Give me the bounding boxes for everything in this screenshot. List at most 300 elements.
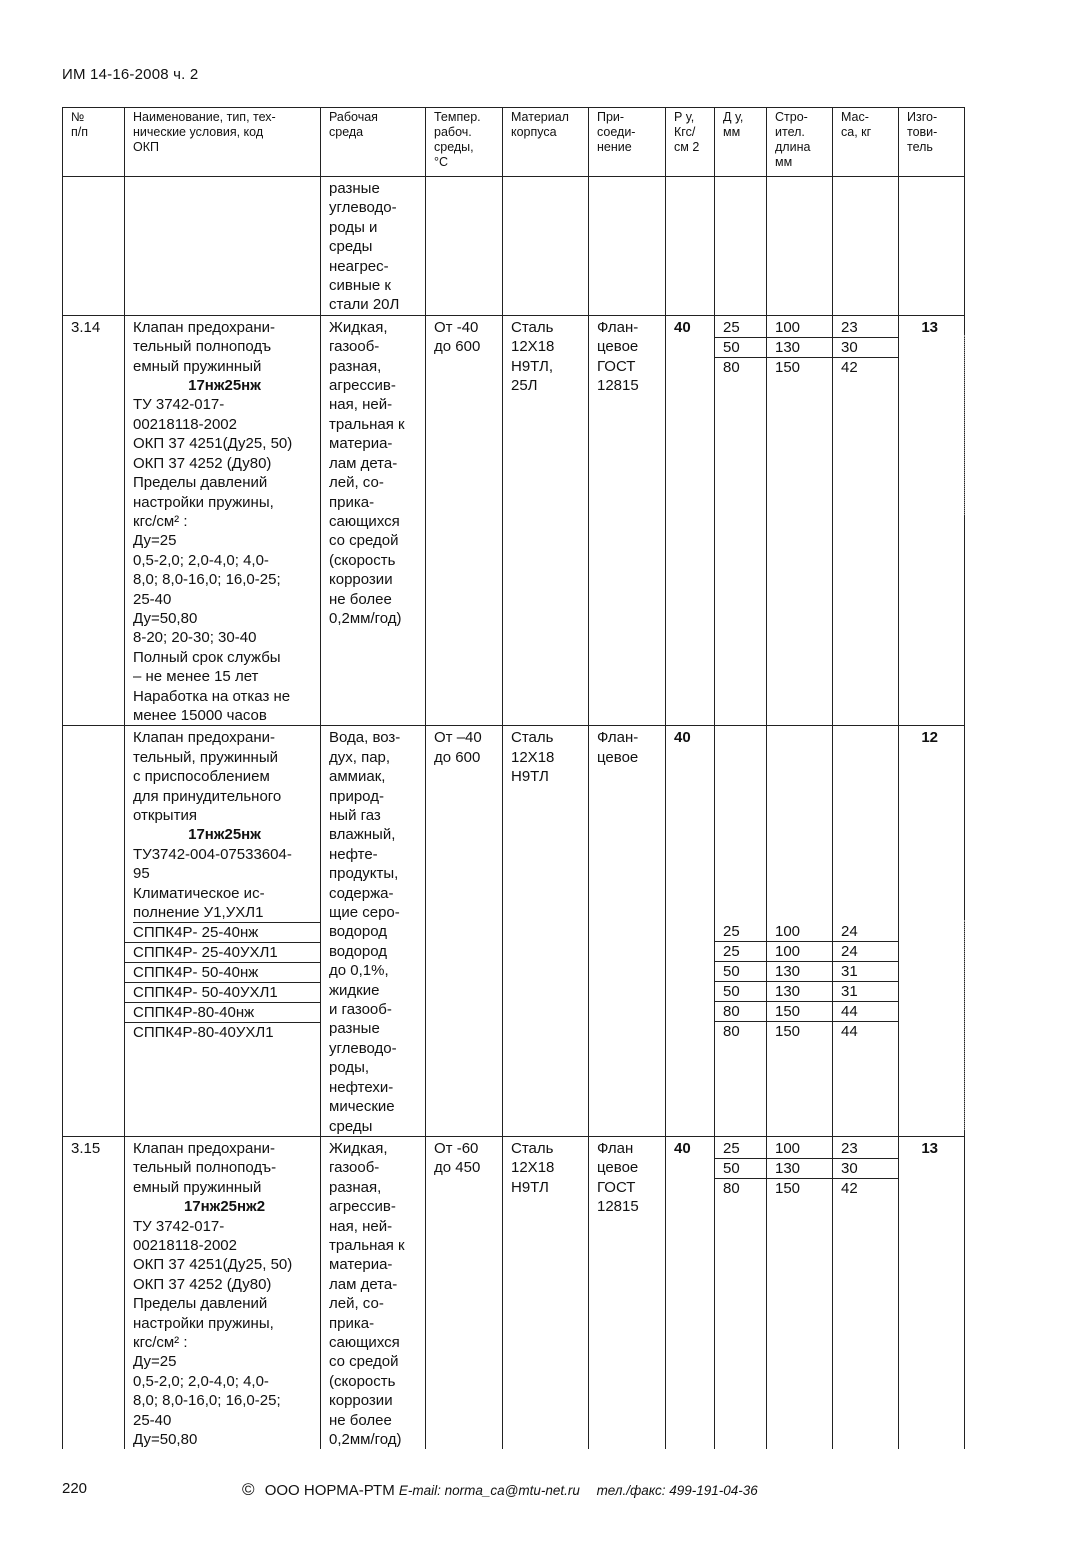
medium-line: не более: [329, 1411, 392, 1429]
desc-line: Полный срок службы: [133, 648, 281, 666]
medium-line: Жидкая,: [329, 1139, 388, 1157]
column-header-line: Р у,: [674, 110, 695, 124]
body-material: [503, 1136, 589, 1449]
spacer: [775, 903, 828, 922]
working-medium: [321, 315, 426, 726]
column-header-line: Материал: [511, 110, 569, 124]
medium-line: лей, со-: [329, 1295, 384, 1313]
medium-line: коррозии: [329, 571, 393, 589]
desc-line: 17нж25нж: [188, 377, 261, 395]
medium-line: сивные к: [329, 277, 391, 295]
temperature-line: От -40: [434, 318, 479, 336]
connection-line: Флан: [597, 1139, 634, 1157]
nominal-diameter-value: 50: [715, 962, 766, 982]
medium-line: водород: [329, 942, 388, 960]
mass: [833, 315, 899, 726]
medium-line: прика-: [329, 1314, 375, 1332]
spacer: [841, 767, 894, 786]
medium-line: нефтехи-: [329, 1078, 394, 1096]
mass-value: 42: [841, 1179, 858, 1197]
medium-line: не более: [329, 590, 392, 608]
face-length-value: 100: [767, 922, 832, 942]
medium-line: разная,: [329, 1178, 382, 1196]
desc-line: емный пружинный: [133, 357, 262, 375]
desc-line: 8,0; 8,0-16,0; 16,0-25;: [133, 571, 281, 589]
model-list: [133, 923, 316, 1042]
spacer: [723, 728, 762, 747]
medium-line: лей, со-: [329, 474, 384, 492]
column-header: [833, 108, 899, 177]
column-header-line: нение: [597, 140, 632, 154]
medium-line: сающихся: [329, 512, 400, 530]
desc-line: ОКП 37 4252 (Ду80): [133, 454, 272, 472]
material-line: Сталь: [511, 729, 554, 747]
desc-line: ОКП 37 4251(Ду25, 50): [133, 1256, 293, 1274]
face-length-value: 150: [775, 1179, 801, 1197]
desc-line: 17нж25нж: [188, 826, 261, 844]
temperature: [426, 315, 503, 726]
desc-line: 17нж25нж2: [183, 1198, 266, 1216]
medium-line: дух, пар,: [329, 748, 391, 766]
spacer: [775, 825, 828, 844]
manufacturer-code: 13: [899, 1136, 965, 1449]
spacer: [841, 787, 894, 806]
desc-line: кгс/см² :: [133, 512, 188, 530]
desc-line: Клапан предохрани-: [133, 318, 275, 336]
mass-value: 31: [833, 962, 898, 982]
spacer: [723, 748, 762, 767]
face-length-value: 150: [775, 1023, 801, 1041]
medium-line: коррозии: [329, 1392, 393, 1410]
desc-line: ОКП 37 4251(Ду25, 50): [133, 435, 293, 453]
column-header-line: среда: [329, 125, 364, 139]
table-cell: [503, 177, 589, 316]
column-header-line: Д у,: [723, 110, 744, 124]
temperature: [426, 726, 503, 1137]
column-header-line: ОКП: [133, 140, 159, 154]
medium-line: среды: [329, 1117, 373, 1135]
column-header-line: °С: [434, 155, 449, 169]
table-cell: [125, 177, 321, 316]
document-id: ИМ 14-16-2008 ч. 2: [62, 66, 199, 83]
medium-line: агрессив-: [329, 1198, 396, 1216]
medium-line: газооб-: [329, 338, 380, 356]
desc-line: Климатическое ис-: [133, 884, 265, 902]
table-cell: [589, 177, 666, 316]
footer-credits: [242, 1480, 758, 1500]
item-number: 3.15: [63, 1136, 125, 1449]
medium-line: со средой: [329, 532, 399, 550]
medium-line: и газооб-: [329, 1001, 392, 1019]
column-header-line: Изго-: [907, 110, 938, 124]
connection-line: цевое: [597, 338, 639, 356]
mass-value: 44: [841, 1023, 858, 1041]
medium-line: (скорость: [329, 1372, 396, 1390]
nominal-pressure: 40: [666, 726, 715, 1137]
table-cell: [833, 177, 899, 316]
column-header: [63, 108, 125, 177]
mass-value: 44: [833, 1002, 898, 1022]
desc-line: с приспособлением: [133, 768, 270, 786]
desc-line: ТУ 3742-017-: [133, 1217, 225, 1235]
column-header-line: тель: [907, 140, 933, 154]
face-length-value: 100: [767, 318, 832, 338]
column-header-line: При-: [597, 110, 625, 124]
face-length-value: 150: [775, 358, 801, 376]
column-header-line: среды,: [434, 140, 474, 154]
column-header: [426, 108, 503, 177]
desc-line: 00218118-2002: [133, 415, 237, 433]
face-length-value: 100: [767, 942, 832, 962]
table-cell: [666, 177, 715, 316]
spacer: [841, 748, 894, 767]
spacer: [723, 845, 762, 864]
medium-line: прика-: [329, 493, 375, 511]
material-line: 12Х18: [511, 338, 555, 356]
mass-value: 30: [833, 1159, 898, 1179]
table-cell: [715, 177, 767, 316]
nominal-diameter-value: 25: [715, 318, 766, 338]
connection-line: ГОСТ: [597, 1178, 636, 1196]
desc-line: 8,0; 8,0-16,0; 16,0-25;: [133, 1392, 281, 1410]
footer-org: ООО НОРМА-РТМ: [264, 1482, 395, 1499]
table-row: [63, 1136, 965, 1449]
face-length: [767, 315, 833, 726]
model-designation: СППК4Р-80-40УХЛ1: [133, 1024, 274, 1042]
medium-line: тральная к: [329, 1236, 405, 1254]
table-row: [63, 726, 965, 1137]
mass-value: 24: [833, 942, 898, 962]
medium-line: Жидкая,: [329, 318, 388, 336]
medium-line: 0,2мм/год): [329, 609, 402, 627]
continuation-row: [63, 177, 965, 316]
material-line: 25Л: [511, 377, 538, 395]
medium-line: до 0,1%,: [329, 962, 389, 980]
model-designation: СППК4Р- 25-40нж: [125, 923, 320, 943]
manufacturer-code: 13: [899, 315, 965, 726]
desc-line: Наработка на отказ не: [133, 687, 291, 705]
medium-line: роды,: [329, 1059, 370, 1077]
medium-line: газооб-: [329, 1159, 380, 1177]
spacer: [723, 806, 762, 825]
desc-line: Ду=25: [133, 1353, 177, 1371]
spacer: [723, 825, 762, 844]
spacer: [841, 884, 894, 903]
column-header-line: Темпер.: [434, 110, 481, 124]
column-header-line: см 2: [674, 140, 700, 154]
column-header: [899, 108, 965, 177]
spacer: [775, 767, 828, 786]
mass-value: 24: [833, 922, 898, 942]
medium-line: ный газ: [329, 807, 381, 824]
column-header-line: рабоч.: [434, 125, 472, 139]
medium-line: щие серо-: [329, 904, 400, 922]
desc-line: 0,5-2,0; 2,0-4,0; 4,0-: [133, 551, 269, 569]
material-line: Н9ТЛ: [511, 768, 549, 786]
medium-line: углеводо-: [329, 199, 397, 217]
medium-line: роды и: [329, 218, 378, 236]
column-header-line: Рабочая: [329, 110, 378, 124]
temperature-line: От -60: [434, 1139, 479, 1157]
mass-value: 30: [833, 338, 898, 358]
nominal-pressure: 40: [666, 315, 715, 726]
medium-line: мические: [329, 1098, 395, 1116]
spacer: [775, 845, 828, 864]
desc-line: Ду=50,80: [133, 1431, 198, 1448]
desc-line: Клапан предохрани-: [133, 1139, 275, 1157]
desc-line: 25-40: [133, 590, 172, 608]
desc-line: тельный, пружинный: [133, 748, 278, 766]
connection-line: цевое: [597, 748, 639, 766]
face-length-value: 130: [767, 338, 832, 358]
connection-line: Флан-: [597, 318, 639, 336]
spacer: [775, 884, 828, 903]
nominal-diameter-value: 50: [715, 1159, 766, 1179]
desc-line: Клапан предохрани-: [133, 729, 275, 747]
spacer: [841, 845, 894, 864]
medium-line: материа-: [329, 1256, 393, 1274]
temperature: [426, 1136, 503, 1449]
item-number: 3.14: [63, 315, 125, 726]
table-cell: [767, 177, 833, 316]
desc-line: настройки пружины,: [133, 493, 274, 511]
medium-line: со средой: [329, 1353, 399, 1371]
connection-type: [589, 315, 666, 726]
medium-line: разные: [329, 180, 380, 197]
medium-line: разные: [329, 1020, 380, 1038]
connection-line: цевое: [597, 1159, 639, 1177]
column-header: [767, 108, 833, 177]
spacer: [841, 825, 894, 844]
nominal-diameter: [715, 315, 767, 726]
nominal-diameter-value: 25: [715, 942, 766, 962]
table-header-row: [63, 108, 965, 177]
desc-line: менее 15000 часов: [133, 706, 267, 724]
material-line: 12Х18: [511, 1159, 555, 1177]
medium-line: агрессив-: [329, 377, 396, 395]
nominal-diameter: [715, 1136, 767, 1449]
face-length-value: 150: [767, 1002, 832, 1022]
working-medium: [321, 1136, 426, 1449]
column-header: [715, 108, 767, 177]
desc-line: 00218118-2002: [133, 1236, 237, 1254]
connection-type: [589, 726, 666, 1137]
mass: [833, 1136, 899, 1449]
spacer: [775, 748, 828, 767]
spacer: [775, 787, 828, 806]
desc-line: 0,5-2,0; 2,0-4,0; 4,0-: [133, 1372, 269, 1390]
table-cell: [426, 177, 503, 316]
medium-line: продукты,: [329, 865, 399, 883]
column-header: [125, 108, 321, 177]
spacer: [841, 806, 894, 825]
medium-line: влажный,: [329, 826, 396, 844]
connection-line: ГОСТ: [597, 357, 636, 375]
column-header: [321, 108, 426, 177]
desc-line: Пределы давлений: [133, 1295, 268, 1313]
nominal-diameter-value: 25: [715, 1139, 766, 1159]
medium-line: (скорость: [329, 551, 396, 569]
model-designation: СППК4Р- 25-40УХЛ1: [125, 943, 320, 963]
medium-line: разная,: [329, 357, 382, 375]
item-description: [125, 315, 321, 726]
desc-line: ОКП 37 4252 (Ду80): [133, 1275, 272, 1293]
desc-line: кгс/см² :: [133, 1333, 188, 1351]
medium-line: среды: [329, 238, 373, 256]
margin-mark: [964, 335, 965, 515]
page-number: 220: [62, 1480, 88, 1497]
medium-line: ная, ней-: [329, 1217, 393, 1235]
model-designation: СППК4Р- 50-40УХЛ1: [125, 983, 320, 1003]
connection-line: 12815: [597, 1198, 639, 1216]
face-length-value: 130: [767, 1159, 832, 1179]
column-header-line: п/п: [71, 125, 89, 139]
desc-line: полнение У1,УХЛ1: [133, 903, 320, 923]
body-material: [503, 315, 589, 726]
connection-type: [589, 1136, 666, 1449]
desc-line: ТУ3742-004-07533604-: [133, 845, 292, 863]
temperature-line: до 600: [434, 748, 481, 766]
item-number: [63, 726, 125, 1137]
temperature-line: От –40: [434, 729, 482, 747]
column-header-line: корпуса: [511, 125, 557, 139]
spacer: [775, 864, 828, 883]
desc-line: емный пружинный: [133, 1178, 262, 1196]
face-length-value: 100: [767, 1139, 832, 1159]
nominal-diameter: [715, 726, 767, 1137]
desc-line: Пределы давлений: [133, 474, 268, 492]
medium-line: стали 20Л: [329, 296, 400, 314]
desc-line: ТУ 3742-017-: [133, 396, 225, 414]
mass-value: 23: [833, 1139, 898, 1159]
medium-line: ная, ней-: [329, 396, 393, 414]
column-header-line: ител.: [775, 125, 805, 139]
medium-line: тральная к: [329, 415, 405, 433]
material-line: Сталь: [511, 318, 554, 336]
desc-line: – не менее 15 лет: [133, 668, 259, 686]
nominal-diameter-value: 80: [723, 1023, 740, 1041]
manufacturer-code: 12: [899, 726, 965, 1137]
table-cell: [321, 177, 426, 316]
medium-line: лам дета-: [329, 1275, 398, 1293]
desc-line: 8-20; 20-30; 30-40: [133, 629, 257, 647]
medium-line: материа-: [329, 435, 393, 453]
desc-line: Ду=25: [133, 532, 177, 550]
mass-value: 31: [833, 982, 898, 1002]
medium-line: аммиак,: [329, 768, 386, 786]
mass: [833, 726, 899, 1137]
medium-line: 0,2мм/год): [329, 1431, 402, 1448]
column-header-line: №: [71, 110, 85, 124]
spacer: [841, 728, 894, 747]
desc-line: тельный полноподъ-: [133, 1159, 277, 1177]
medium-line: водород: [329, 923, 388, 941]
material-line: 12Х18: [511, 748, 555, 766]
column-header-line: длина: [775, 140, 811, 154]
copyright-icon: ©: [242, 1480, 255, 1499]
column-header-line: Наименование, тип, тех-: [133, 110, 276, 124]
column-header: [666, 108, 715, 177]
temperature-line: до 600: [434, 338, 481, 356]
medium-line: лам дета-: [329, 454, 398, 472]
material-line: Н9ТЛ,: [511, 357, 554, 375]
medium-line: Вода, воз-: [329, 729, 401, 747]
table-cell: [63, 177, 125, 316]
nominal-pressure: 40: [666, 1136, 715, 1449]
table-cell: [899, 177, 965, 316]
material-line: Сталь: [511, 1139, 554, 1157]
spacer: [841, 903, 894, 922]
medium-line: нефте-: [329, 845, 378, 863]
column-header-line: мм: [775, 155, 793, 169]
desc-line: тельный полноподъ: [133, 338, 272, 356]
column-header: [589, 108, 666, 177]
footer-email: E-mail: norma_ca@mtu-net.ru: [398, 1483, 580, 1498]
desc-line: 95: [133, 865, 150, 883]
connection-line: 12815: [597, 377, 639, 395]
mass-value: 23: [833, 318, 898, 338]
face-length: [767, 726, 833, 1137]
medium-line: жидкие: [329, 981, 380, 999]
desc-line: для принудительного: [133, 787, 282, 805]
desc-line: 25-40: [133, 1411, 172, 1429]
face-length: [767, 1136, 833, 1449]
nominal-diameter-value: 50: [715, 338, 766, 358]
nominal-diameter-value: 25: [715, 922, 766, 942]
nominal-diameter-value: 80: [723, 1179, 740, 1197]
connection-line: Флан-: [597, 729, 639, 747]
spacer: [723, 864, 762, 883]
face-length-value: 130: [767, 982, 832, 1002]
valve-spec-table: [62, 107, 965, 1449]
mass-value: 42: [841, 358, 858, 376]
footer-phone: тел./факс: 499-191-04-36: [596, 1483, 758, 1498]
spacer: [723, 767, 762, 786]
medium-line: природ-: [329, 787, 384, 805]
column-header-line: са, кг: [841, 125, 872, 139]
item-description: [125, 726, 321, 1137]
column-header-line: соеди-: [597, 125, 636, 139]
medium-line: неагрес-: [329, 257, 389, 275]
temperature-line: до 450: [434, 1159, 481, 1177]
desc-line: настройки пружины,: [133, 1314, 274, 1332]
nominal-diameter-value: 80: [723, 358, 740, 376]
face-length-value: 130: [767, 962, 832, 982]
column-header-line: Стро-: [775, 110, 808, 124]
spacer: [723, 903, 762, 922]
nominal-diameter-value: 50: [715, 982, 766, 1002]
nominal-diameter-value: 80: [715, 1002, 766, 1022]
column-header-line: Кгс/: [674, 125, 696, 139]
medium-line: сающихся: [329, 1333, 400, 1351]
column-header-line: тови-: [907, 125, 938, 139]
table-row: [63, 315, 965, 726]
body-material: [503, 726, 589, 1137]
medium-line: углеводо-: [329, 1039, 397, 1057]
model-designation: СППК4Р-80-40нж: [125, 1003, 320, 1023]
model-designation: СППК4Р- 50-40нж: [125, 963, 320, 983]
desc-line: открытия: [133, 807, 197, 824]
material-line: Н9ТЛ: [511, 1178, 549, 1196]
spacer: [723, 884, 762, 903]
column-header: [503, 108, 589, 177]
spacer: [723, 787, 762, 806]
column-header-line: мм: [723, 125, 741, 139]
column-header-line: Мас-: [841, 110, 869, 124]
item-description: [125, 1136, 321, 1449]
working-medium: [321, 726, 426, 1137]
spacer: [775, 728, 828, 747]
